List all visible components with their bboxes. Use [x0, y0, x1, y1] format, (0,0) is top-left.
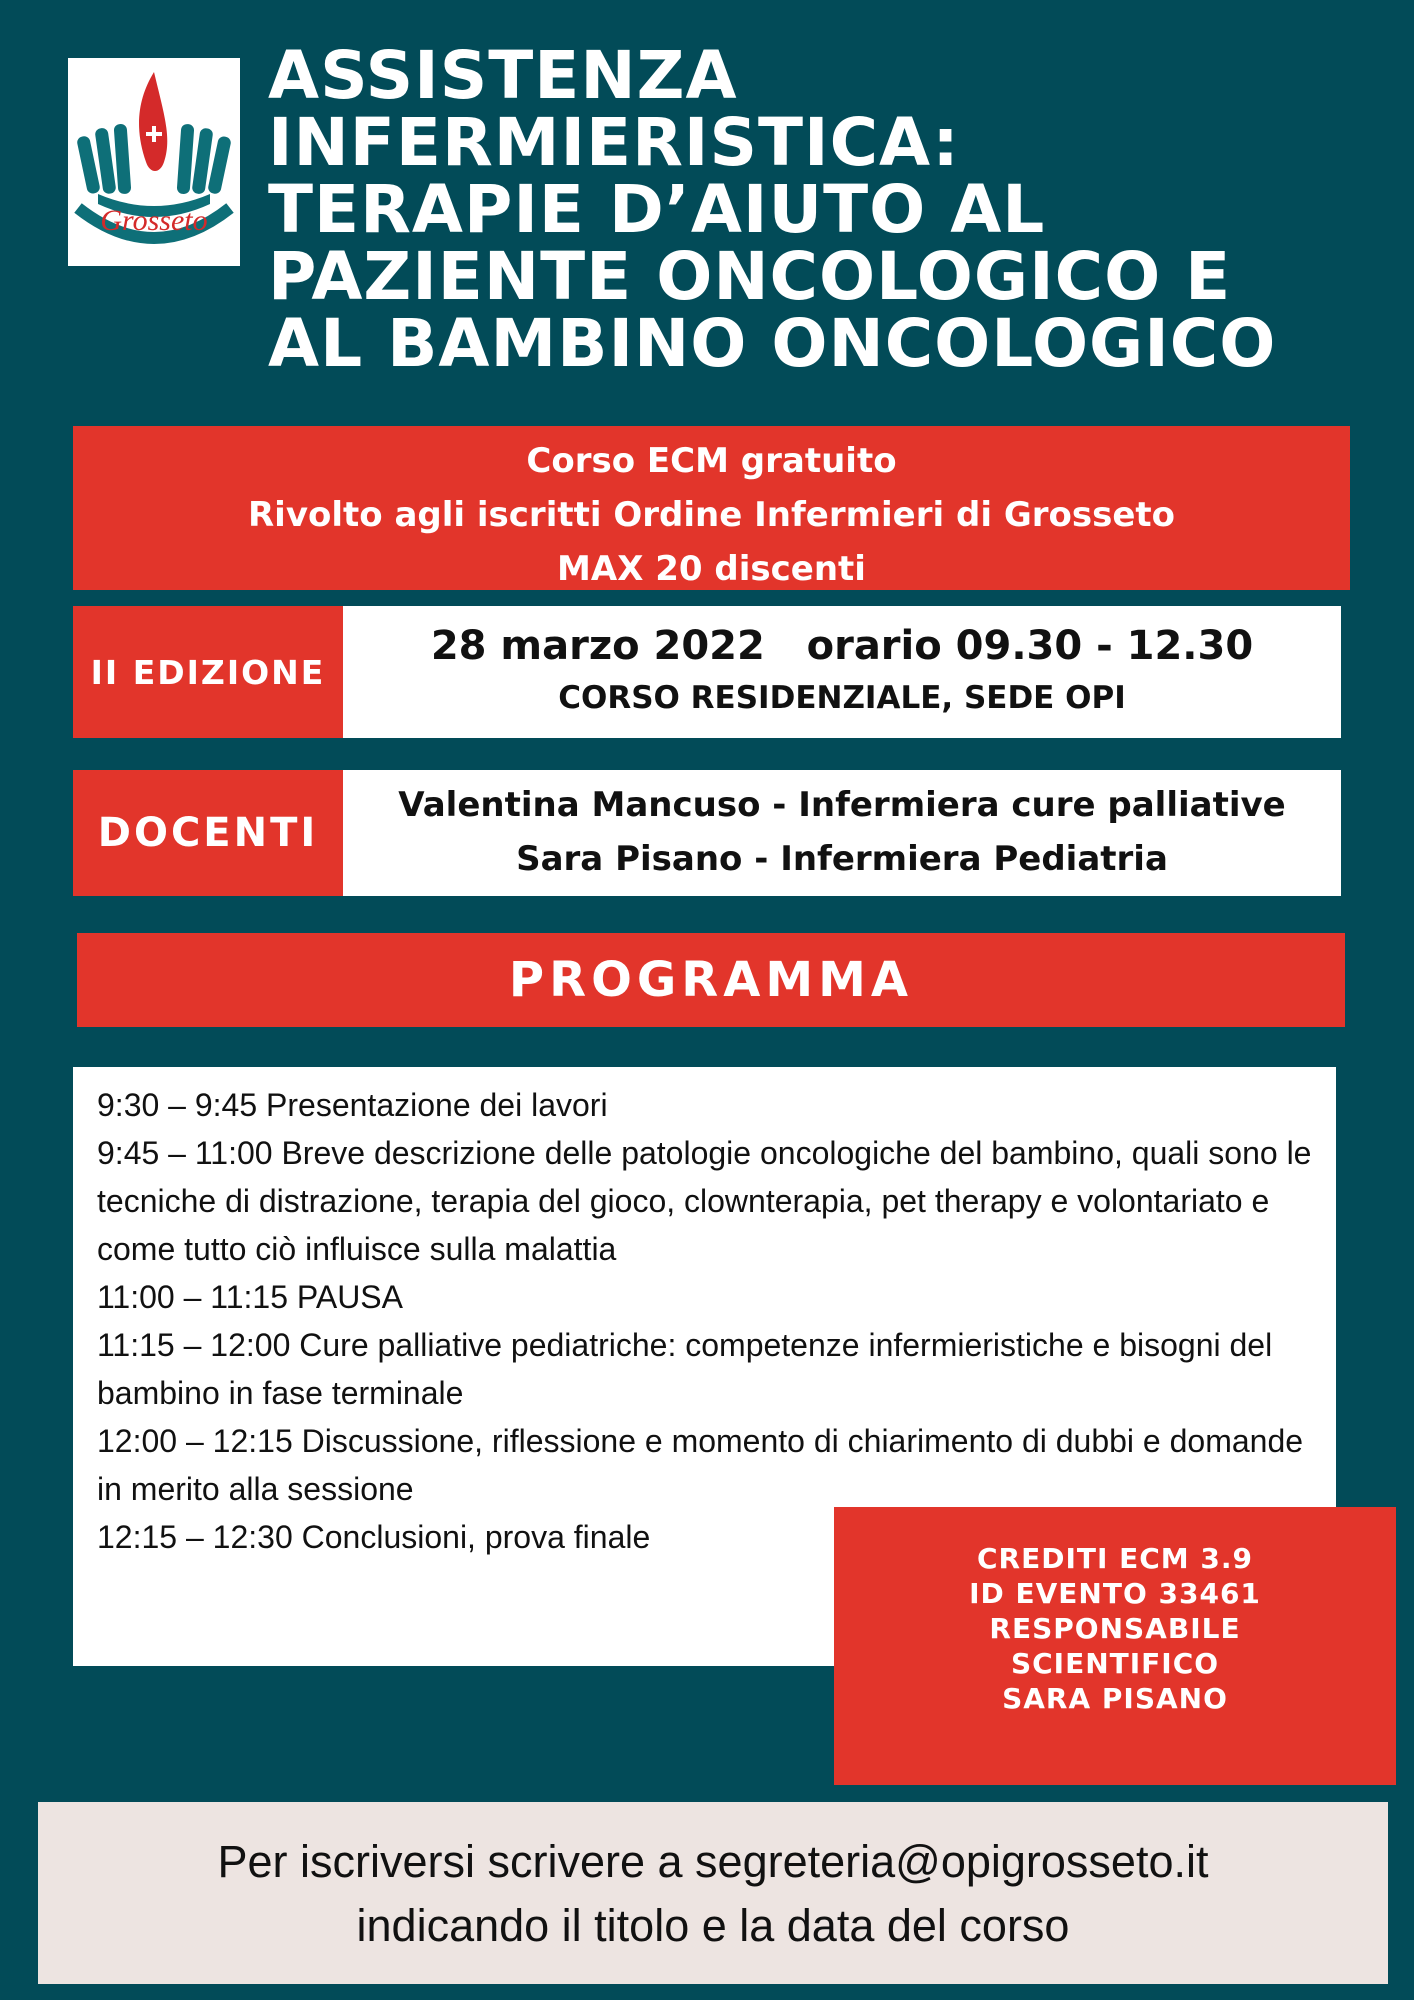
logo-emblem-icon [68, 58, 240, 266]
credits-line: CREDITI ECM 3.9 [976, 1542, 1254, 1575]
event-id-line: ID EVENTO 33461 [969, 1577, 1261, 1610]
program-item: 9:45 – 11:00 Breve descrizione delle patologie oncologiche del bambino, quali sono le tecniche di distrazione, terapia del gioco, clownterapia, pet therapy e volontariato e come tutto ciò influisce sulla malattia [97, 1135, 1312, 1267]
course-location: CORSO RESIDENZIALE, SEDE OPI [558, 680, 1126, 716]
program-item: 12:00 – 12:15 Discussione, riflessione e momento di chiarimento di dubbi e domande in merito alla sessione [97, 1423, 1304, 1507]
course-max-participants: MAX 20 discenti [557, 549, 866, 589]
logo-text: Grosseto [100, 204, 208, 237]
title-line: AL BAMBINO ONCOLOGICO [268, 305, 1277, 382]
program-item: 11:00 – 11:15 PAUSA [97, 1279, 403, 1315]
teacher-item: Valentina Mancuso - Infermiera cure palliative [398, 785, 1286, 825]
edition-label: II EDIZIONE [73, 606, 343, 738]
program-item: 12:15 – 12:30 Conclusioni, prova finale [97, 1519, 651, 1555]
registration-footer [38, 1802, 1388, 1984]
teachers-list [343, 770, 1341, 896]
program-heading: PROGRAMMA [77, 933, 1345, 1027]
program-item: 11:15 – 12:00 Cure palliative pediatriche: competenze infermieristiche e bisogni del bambino in fase terminale [97, 1327, 1273, 1411]
edition-details [343, 606, 1341, 738]
title-line: ASSISTENZA [268, 37, 738, 114]
credits-box [834, 1507, 1396, 1785]
teachers-label: DOCENTI [73, 770, 343, 896]
responsible-line: RESPONSABILE [989, 1612, 1241, 1645]
course-audience: Rivolto agli iscritti Ordine Infermieri di Grosseto [248, 495, 1175, 535]
registration-instructions: Per iscriversi scrivere a segreteria@opigrosseto.it [217, 1836, 1209, 1887]
registration-note: indicando il titolo e la data del corso [356, 1900, 1070, 1951]
opi-grosseto-logo [68, 58, 240, 266]
program-item: 9:30 – 9:45 Presentazione dei lavori [97, 1087, 608, 1123]
course-info-box [73, 426, 1350, 590]
course-date-time: 28 marzo 2022 orario 09.30 - 12.30 [430, 623, 1254, 669]
course-type: Corso ECM gratuito [526, 441, 897, 481]
title-line: PAZIENTE ONCOLOGICO E [268, 238, 1232, 315]
responsible-line: SCIENTIFICO [1010, 1647, 1220, 1680]
teacher-item: Sara Pisano - Infermiera Pediatria [516, 839, 1168, 879]
title-line: INFERMIERISTICA: [268, 104, 960, 181]
page-title [268, 37, 1388, 382]
responsible-name: SARA PISANO [1002, 1682, 1228, 1715]
title-line: TERAPIE D’AIUTO AL [268, 171, 1046, 248]
